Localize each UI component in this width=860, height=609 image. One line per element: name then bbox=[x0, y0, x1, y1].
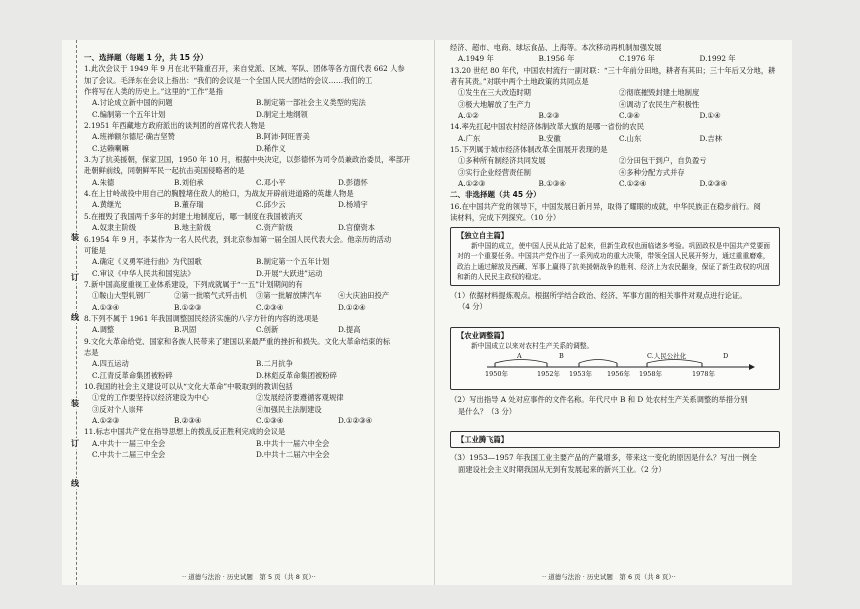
answer-choice: D.①④ bbox=[699, 111, 721, 121]
question-text: 15.下列属于城市经济体制改革全面展开表现的是 bbox=[450, 145, 608, 155]
question-text: 9.文化大革命给党、国家和各族人民带来了建国以来最严重的挫折和损失。文化大革命结束的标 bbox=[84, 336, 391, 346]
question-text: 可能是 bbox=[84, 245, 106, 255]
option: B.地主阶级 bbox=[174, 223, 211, 233]
option: ④大庆油田投产 bbox=[338, 291, 390, 301]
option: B.二月抗争 bbox=[256, 359, 293, 369]
question-text: 10.我国的社会主义建设可以从“文化大革命”中吸取到的教训包括 bbox=[84, 381, 293, 391]
option: D.制定土地纲领 bbox=[256, 109, 308, 119]
box-title: 【工业腾飞篇】 bbox=[457, 435, 509, 445]
timeline-label: B bbox=[559, 352, 564, 361]
question-text: 面建设社会主义时期我国从无到有发展起来的新兴工业。（2 分） bbox=[458, 464, 666, 474]
option: A.广东 bbox=[458, 133, 481, 143]
option: C.审议《中华人民共和国宪法》 bbox=[92, 268, 195, 278]
answer-choice: A.①② bbox=[458, 111, 479, 121]
option: C.达赖喇嘛 bbox=[92, 143, 129, 153]
option: ②彻底摧毁封建土地制度 bbox=[619, 88, 700, 98]
option: B.刘伯承 bbox=[174, 177, 204, 187]
question-text: 3.为了抗美援朝，保家卫国，1950 年 10 月，根据中央决定，以彭德怀为司令员兼政治委员，率部开 bbox=[84, 155, 411, 165]
answer-choice: B.①②③ bbox=[174, 302, 202, 312]
question-text: 加了会议。毛泽东在会议上指出：“我们的会议是一个全国人民大团结的会议……我们的工 bbox=[84, 75, 373, 85]
option: A.四五运动 bbox=[92, 359, 129, 369]
answer-choice: A.①②③ bbox=[458, 179, 486, 189]
question-text: 5.在摧毁了我国两千多年的封建土地制度后，哪一制度在我国被消灭 bbox=[84, 211, 303, 221]
answer-choice: B.②③ bbox=[538, 111, 560, 121]
answer-choice: C.③④ bbox=[619, 111, 640, 121]
question-text: 经济、超市、电商、球坛食品、上海等。本次移动再机制加强发展 bbox=[450, 43, 662, 52]
option: ②第一批喷气式歼击机 bbox=[174, 291, 247, 301]
question-text: 6.1954 年 9 月，李某作为一名人民代表，到北京参加第一届全国人民代表大会。他亲历的活动 bbox=[84, 234, 392, 244]
option: ③反对个人崇拜 bbox=[92, 404, 144, 414]
binding-char: 线 bbox=[71, 312, 79, 322]
question-text: 14.率先扛起中国农村经济体制改革大旗的是哪一省份的农民 bbox=[450, 122, 645, 132]
material-box-independence bbox=[450, 227, 780, 286]
material-box-industry bbox=[450, 431, 780, 448]
option: ①多种所有制经济共同发展 bbox=[458, 156, 546, 166]
timeline-year: 1978年 bbox=[692, 370, 716, 379]
question-text: 1.此次会议于 1949 年 9 月在北平隆重召开，来自党派、区域、军队、团体等各方面代表 662 人参 bbox=[84, 64, 405, 74]
option: C.编制第一个五年计划 bbox=[92, 109, 166, 119]
box-text: 新中国成立以来对农村生产关系的调整。 bbox=[471, 341, 594, 350]
option: ②发展经济要遵循客观规律 bbox=[256, 393, 344, 403]
option: ④多种分配方式并存 bbox=[619, 167, 685, 177]
answer-choice: D.①②③④ bbox=[338, 416, 373, 425]
answer-choice: A.①②③ bbox=[92, 416, 120, 425]
option: A.班禅额尔德尼·确吉坚赞 bbox=[92, 132, 175, 142]
option: B.制定第一个五年计划 bbox=[256, 257, 330, 267]
option: ③实行企业经营责任制 bbox=[458, 167, 531, 177]
option: B.1956 年 bbox=[538, 54, 575, 64]
answer-choice: A.①③④ bbox=[92, 302, 120, 312]
timeline-year: 1956年 bbox=[607, 370, 631, 379]
question-text: 作将写在人类的历史上。”这里的“工作”是指 bbox=[84, 87, 223, 97]
option: C.1976 年 bbox=[619, 54, 655, 64]
question-text: 11.标志中国共产党在指导思想上的拨乱反正胜利完成的会议是 bbox=[84, 427, 286, 437]
option: C.邓小平 bbox=[256, 177, 286, 187]
option: A.讨论成立新中国的问题 bbox=[92, 98, 173, 108]
page-gutter bbox=[434, 40, 445, 585]
material-box-agriculture bbox=[450, 327, 780, 391]
box-title: 【独立自主篇】 bbox=[457, 230, 509, 240]
question-text: 是什么？（3 分） bbox=[458, 406, 517, 416]
question-text: （2）写出指导 A 处对应事件的文件名称。年代尺中 B 和 D 处农村生产关系调整的举措分别 bbox=[450, 395, 748, 405]
option: A.黄继光 bbox=[92, 200, 122, 210]
option: C.创新 bbox=[256, 325, 279, 335]
question-text: （3）1953—1957 年我国工业主要产品的产量增多，带来这一变化的原因是什么？写出一例全 bbox=[450, 453, 757, 463]
option: ③第一批解放牌汽车 bbox=[256, 291, 322, 301]
option: B.制定第一部社会主义类型的宪法 bbox=[256, 98, 366, 108]
option: A.调整 bbox=[92, 325, 115, 335]
option: ①发生在三大改造时期 bbox=[458, 88, 531, 98]
option: D.中共十二届六中全会 bbox=[256, 450, 330, 460]
question-text: 13.20 世纪 80 年代，中国农村流行一副对联：“三十年前分田地，耕者有其田；三十年后又分地，耕 bbox=[450, 65, 776, 75]
answer-choice: C.②③④ bbox=[256, 302, 284, 312]
timeline-label: D bbox=[723, 352, 729, 361]
option: C.山东 bbox=[619, 133, 642, 143]
option: B.董存瑞 bbox=[174, 200, 204, 210]
binding-char: 订 bbox=[71, 438, 79, 448]
option: D.1992 年 bbox=[699, 54, 736, 64]
question-text: 2.1951 年西藏地方政府派出的谈判团的首席代表人物是 bbox=[84, 121, 266, 131]
page-footer: ·· 道德与法治 · 历史试题 第 5 页（共 8 页）·· bbox=[182, 573, 316, 581]
answer-choice: B.①③④ bbox=[538, 179, 566, 189]
box-text: 新中国的成立，使中国人民从此站了起来，但新生政权也面临诸多考验。巩固政权是中国共产党要面对的一个重要任务。中国共产党作出了一系列成功的重大决策，带领全国人民展开努力，通过重重磨难，政治上通过解放及西藏、军事上赢得了抗美援朝战争的胜利、经济上为农民翻身，保证了新生政权的巩固和新的人民民主政权的稳定。 bbox=[457, 241, 771, 282]
question-text: 者有其责。”对联中两个土地政策的共同点是 bbox=[450, 77, 589, 87]
option: A.中共十一届三中全会 bbox=[92, 438, 166, 448]
section-title: 二、非选择题（共 45 分） bbox=[450, 190, 541, 200]
question-text: （1）依据材料提炼观点。根据所学结合政治、经济、军事方面的相关事件对观点进行论证。 bbox=[450, 290, 747, 300]
option: D.稀作义 bbox=[256, 143, 286, 153]
option: B.安徽 bbox=[538, 133, 561, 143]
box-title: 【农业调整篇】 bbox=[457, 330, 509, 340]
timeline-year: 1952年 bbox=[537, 370, 561, 379]
option: D.开展“大跃进”运动 bbox=[256, 268, 323, 278]
answer-choice: D.①②④ bbox=[338, 302, 366, 312]
option: D.彭德怀 bbox=[338, 177, 368, 187]
binding-char: 装 bbox=[71, 232, 79, 242]
question-text: 读材料，完成下列探究。（10 分） bbox=[450, 213, 561, 223]
option: C.邱少云 bbox=[256, 200, 286, 210]
option: ④加强民主法制建设 bbox=[256, 404, 322, 414]
option: ①党的工作要坚持以经济建设为中心 bbox=[92, 393, 209, 403]
timeline bbox=[487, 353, 757, 383]
option: C.中共十二届三中全会 bbox=[92, 450, 166, 460]
option: D.林彪反革命集团被粉碎 bbox=[256, 370, 337, 380]
section-title: 一、选择题（每题 1 分，共 15 分） bbox=[84, 53, 208, 62]
question-text: 4.在上甘岭战役中用自己的胸膛堵住敌人的枪口，为战友开辟前进道路的英雄人物是 bbox=[84, 189, 354, 199]
option: A.1949 年 bbox=[458, 54, 494, 64]
question-text: 赴朝鲜前线，同朝鲜军民一起抗击美国侵略者的是 bbox=[84, 166, 245, 176]
option: B.巩固 bbox=[174, 325, 197, 335]
option: D.吉林 bbox=[699, 133, 723, 143]
answer-choice: C.①②④ bbox=[619, 179, 647, 189]
option: B.中共十一届六中全会 bbox=[256, 438, 330, 448]
binding-char: 线 bbox=[71, 478, 79, 488]
option: A.奴隶主阶级 bbox=[92, 223, 137, 233]
option: D.杨靖宇 bbox=[338, 200, 368, 210]
option: C.江青反革命集团被粉碎 bbox=[92, 370, 173, 380]
answer-choice: C.①③④ bbox=[256, 416, 284, 425]
timeline-label: C.人民公社化 bbox=[647, 352, 687, 361]
binding-margin bbox=[62, 40, 84, 585]
page-5 bbox=[84, 40, 420, 460]
question-text: 8.下列不属于 1961 年我国调整国民经济实施的八字方针的内容的选项是 bbox=[84, 313, 319, 323]
option: ③极大地解放了生产力 bbox=[458, 99, 531, 109]
question-text: 16.在中国共产党的领导下，中国发展日新月异，取得了耀眼的成就，中华民族正在稳步前行。阅 bbox=[450, 201, 761, 211]
option: C.资产阶级 bbox=[256, 223, 293, 233]
option: ②分田包干到户，自负盈亏 bbox=[619, 156, 707, 166]
page-footer: ·· 道德与法治 · 历史试题 第 6 页（共 8 页）·· bbox=[542, 573, 676, 581]
option: ④调动了农民生产积极性 bbox=[619, 99, 700, 109]
binding-char: 装 bbox=[71, 398, 79, 408]
timeline-year: 1953年 bbox=[569, 370, 593, 379]
option: D.官僚资本 bbox=[338, 223, 376, 233]
option: A.确定《义勇军进行曲》为代国歌 bbox=[92, 257, 202, 267]
timeline-label: A bbox=[517, 352, 522, 361]
question-text: 7.新中国高度重视工业体系建设，下列成就属于“一五”计划期间的有 bbox=[84, 279, 303, 289]
answer-choice: B.②③④ bbox=[174, 416, 202, 425]
binding-char: 订 bbox=[71, 272, 79, 282]
question-text: 志是 bbox=[84, 347, 99, 357]
exam-sheet bbox=[62, 40, 792, 585]
question-text: （4 分） bbox=[458, 302, 487, 312]
timeline-year: 1958年 bbox=[639, 370, 663, 379]
option: B.阿沛·阿旺晋美 bbox=[256, 132, 310, 142]
answer-choice: D.②③④ bbox=[699, 179, 728, 189]
option: D.提高 bbox=[338, 325, 361, 335]
option: A.朱德 bbox=[92, 177, 115, 187]
timeline-year: 1950年 bbox=[485, 370, 509, 379]
option: ①鞍山大型轧钢厂 bbox=[92, 291, 151, 301]
page-6 bbox=[450, 40, 780, 475]
